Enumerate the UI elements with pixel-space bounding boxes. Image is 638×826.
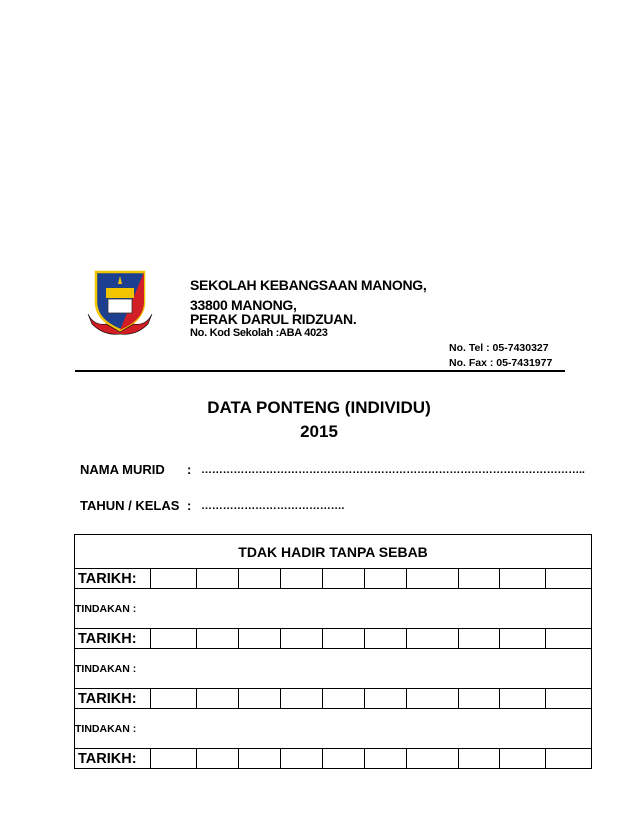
date-cell[interactable]	[197, 749, 239, 769]
school-name: SEKOLAH KEBANGSAAN MANONG,	[190, 277, 427, 293]
date-row	[75, 749, 592, 769]
telephone-number: No. Tel : 05-7430327	[449, 342, 549, 354]
date-cell[interactable]	[239, 569, 281, 589]
date-cell[interactable]	[281, 749, 323, 769]
date-cell[interactable]	[151, 689, 197, 709]
student-name-blank[interactable]: ……………………………………………………………………………………………..	[201, 464, 585, 476]
school-address-line1: 33800 MANONG,	[190, 297, 297, 313]
date-cell[interactable]	[500, 689, 546, 709]
date-cell[interactable]	[459, 629, 500, 649]
date-cell[interactable]	[197, 629, 239, 649]
school-crest-logo	[86, 266, 154, 336]
date-cell[interactable]	[151, 629, 197, 649]
class-blank[interactable]: ………………………………….	[201, 500, 345, 512]
date-cell[interactable]	[407, 749, 459, 769]
date-cell[interactable]	[407, 569, 459, 589]
date-cell[interactable]	[500, 629, 546, 649]
fax-number: No. Fax : 05-7431977	[449, 357, 553, 369]
date-row	[75, 629, 592, 649]
document-title: DATA PONTENG (INDIVIDU)	[207, 398, 431, 417]
action-row[interactable]: TINDAKAN :	[75, 589, 592, 629]
date-cell[interactable]	[365, 569, 407, 589]
date-cell[interactable]	[365, 689, 407, 709]
date-cell[interactable]	[365, 749, 407, 769]
date-cell[interactable]	[281, 629, 323, 649]
date-cell[interactable]	[323, 749, 365, 769]
date-cell[interactable]	[459, 749, 500, 769]
student-name-colon: :	[187, 462, 192, 477]
date-cell[interactable]	[546, 749, 592, 769]
class-colon: :	[187, 498, 192, 513]
date-cell[interactable]	[407, 629, 459, 649]
date-cell[interactable]	[239, 689, 281, 709]
school-address-line2: PERAK DARUL RIDZUAN.	[190, 311, 357, 327]
action-row[interactable]: TINDAKAN :	[75, 709, 592, 749]
date-cell[interactable]	[459, 569, 500, 589]
student-name-label: NAMA MURID	[80, 462, 165, 477]
date-label: TARIKH:	[75, 629, 151, 649]
date-cell[interactable]	[239, 629, 281, 649]
date-label: TARIKH:	[75, 689, 151, 709]
date-cell[interactable]	[500, 749, 546, 769]
date-cell[interactable]	[281, 689, 323, 709]
date-label: TARIKH:	[75, 569, 151, 589]
date-cell[interactable]	[151, 569, 197, 589]
date-cell[interactable]	[546, 629, 592, 649]
date-cell[interactable]	[365, 629, 407, 649]
header-divider	[75, 370, 565, 372]
school-code: No. Kod Sekolah :ABA 4023	[190, 327, 328, 339]
document-year: 2015	[300, 422, 338, 441]
date-cell[interactable]	[459, 689, 500, 709]
class-label: TAHUN / KELAS	[80, 498, 180, 513]
date-cell[interactable]	[546, 569, 592, 589]
date-cell[interactable]	[281, 569, 323, 589]
date-cell[interactable]	[197, 569, 239, 589]
date-cell[interactable]	[323, 689, 365, 709]
date-cell[interactable]	[239, 749, 281, 769]
date-cell[interactable]	[407, 689, 459, 709]
date-cell[interactable]	[500, 569, 546, 589]
date-cell[interactable]	[323, 569, 365, 589]
action-row[interactable]: TINDAKAN :	[75, 649, 592, 689]
date-cell[interactable]	[151, 749, 197, 769]
date-label: TARIKH:	[75, 749, 151, 769]
absence-table	[74, 534, 592, 769]
date-cell[interactable]	[546, 689, 592, 709]
date-cell[interactable]	[197, 689, 239, 709]
date-cell[interactable]	[323, 629, 365, 649]
date-row	[75, 689, 592, 709]
table-header: TDAK HADIR TANPA SEBAB	[75, 535, 592, 569]
date-row	[75, 569, 592, 589]
